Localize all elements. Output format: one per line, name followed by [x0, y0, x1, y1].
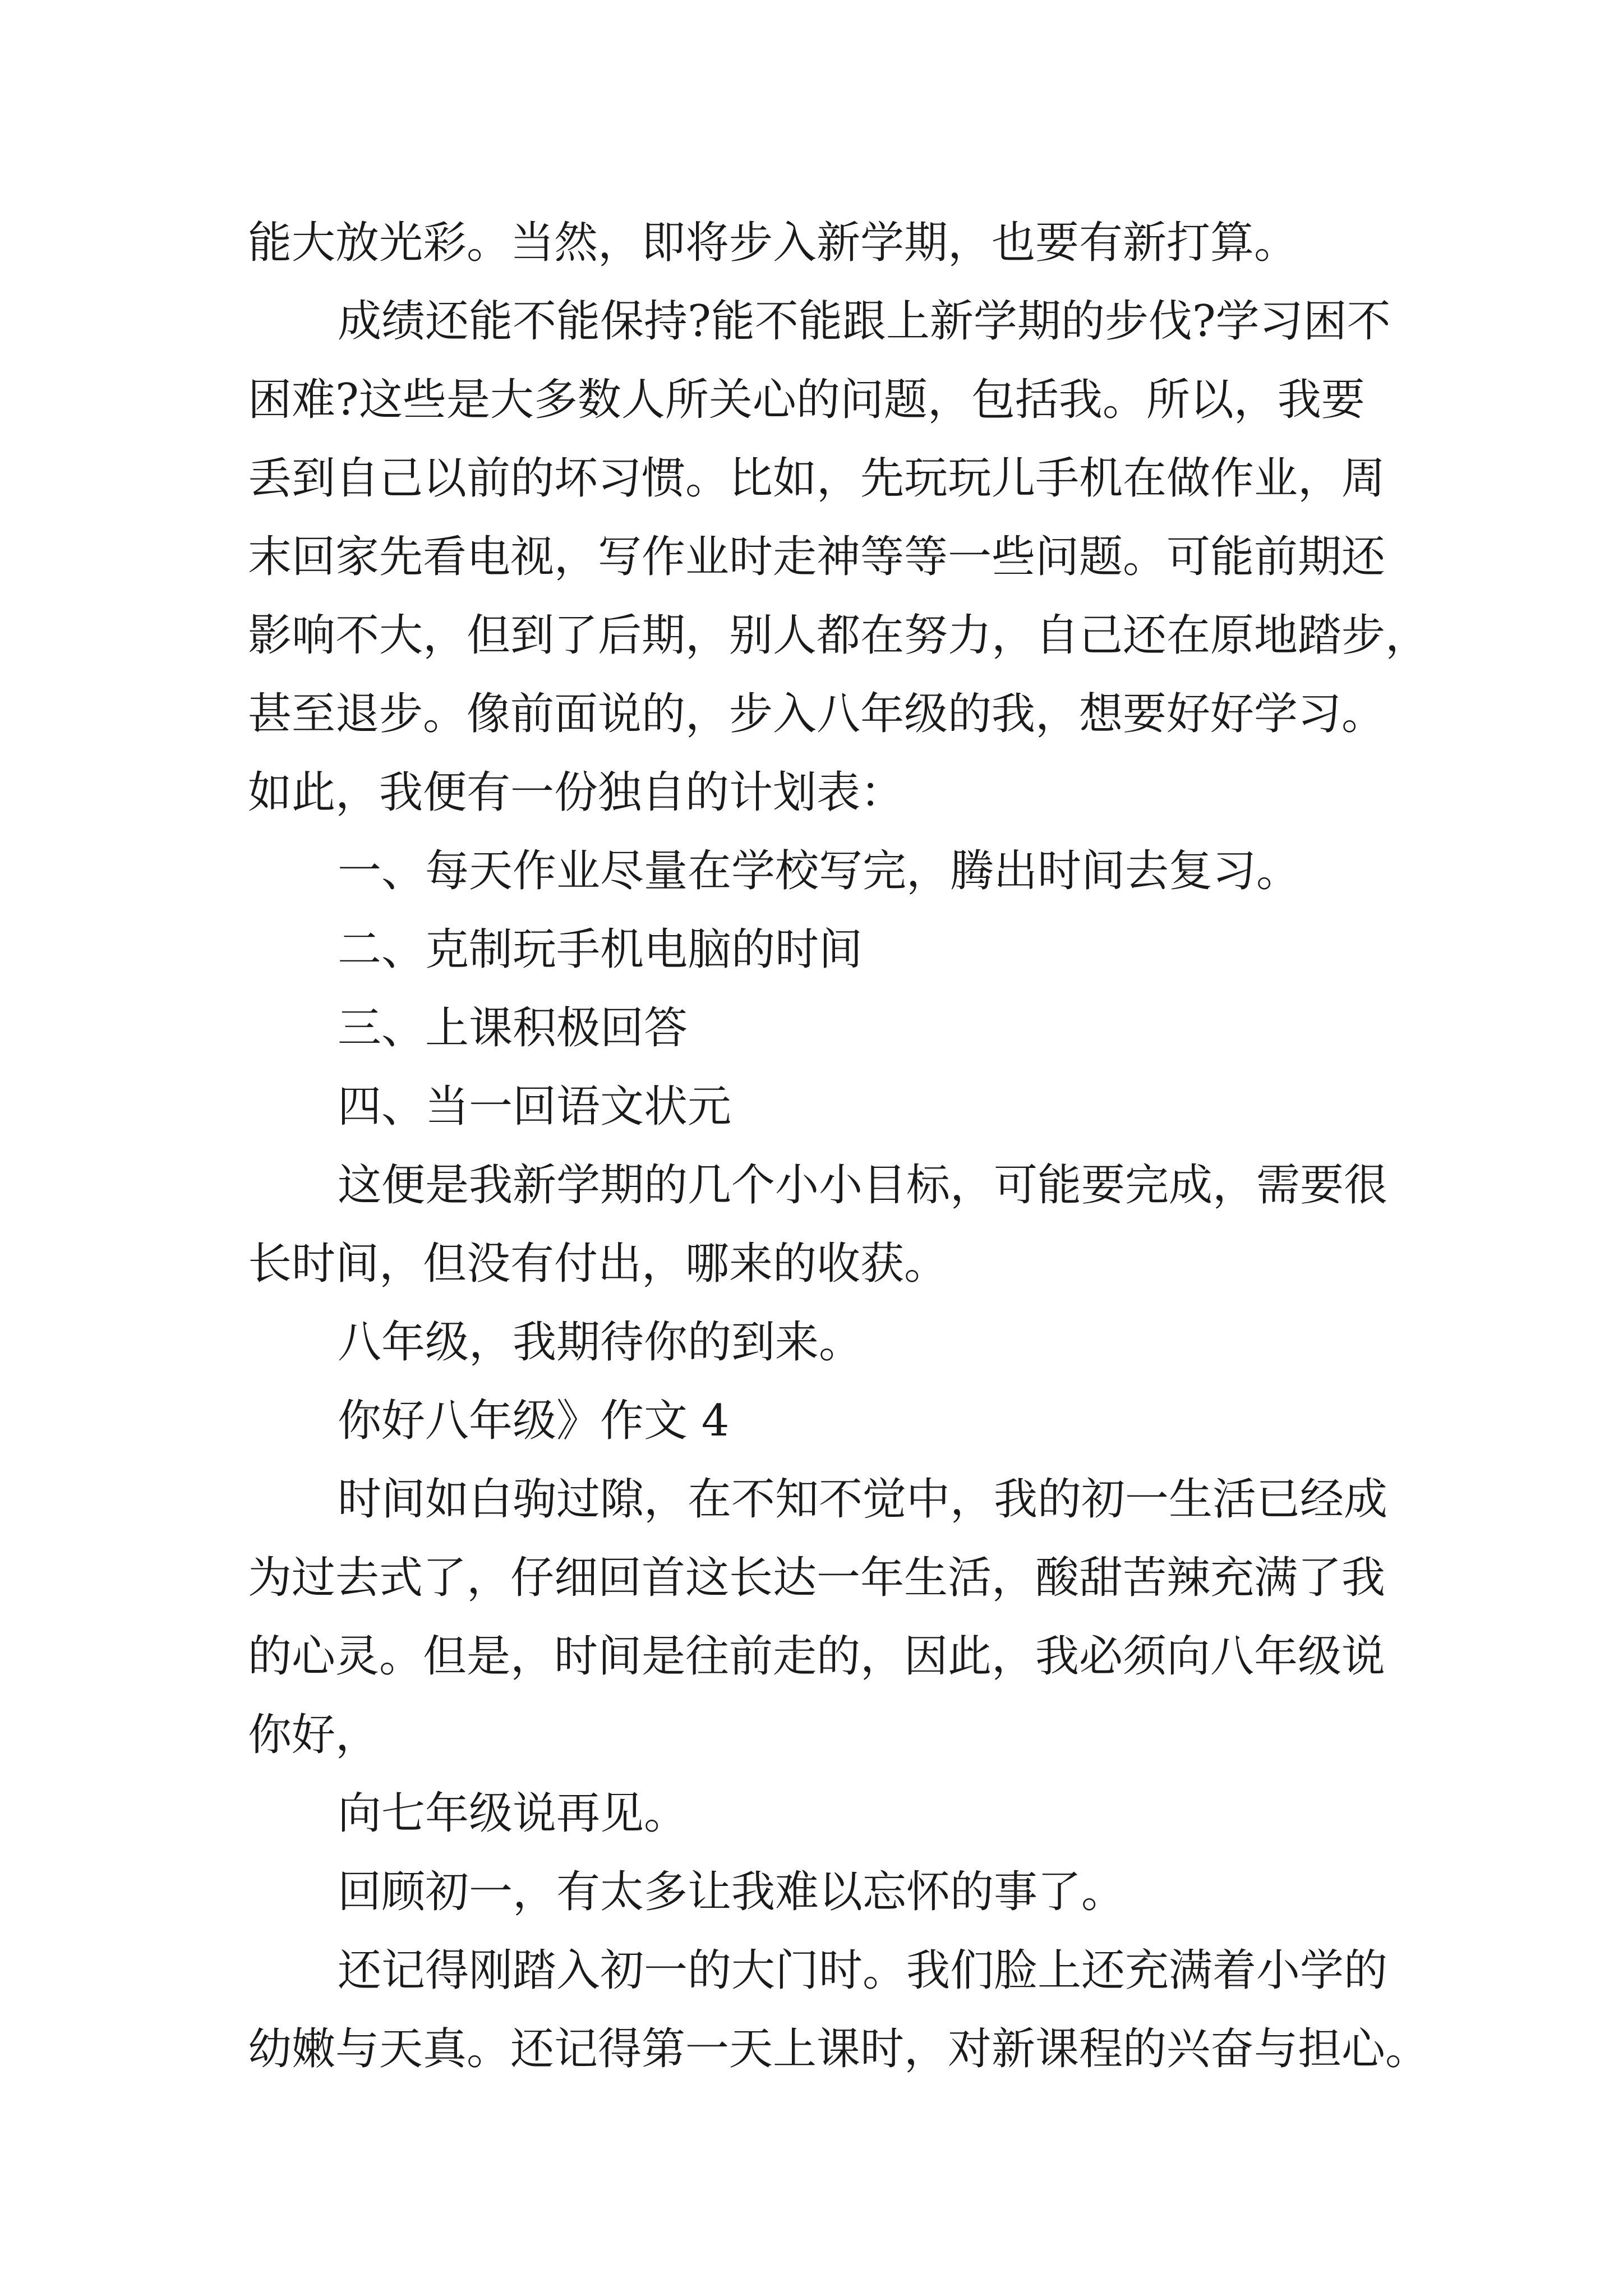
text-line: 困难?这些是大多数人所关心的问题，包括我。所以，我要	[248, 375, 1365, 425]
text-line: 丢到自己以前的坏习惯。比如，先玩玩儿手机在做作业，周	[248, 453, 1386, 504]
text-line: 甚至退步。像前面说的，步入八年级的我，想要好好学习。	[248, 689, 1386, 739]
text-line: 还记得刚踏入初一的大门时。我们脸上还充满着小学的	[338, 1945, 1388, 1996]
text-line: 能大放光彩。当然，即将步入新学期，也要有新打算。	[248, 218, 1298, 268]
text-line: 幼嫩与天真。还记得第一天上课时，对新课程的兴奋与担心。	[248, 2024, 1430, 2074]
text-line: 四、当一回语文状元	[338, 1082, 732, 1132]
text-line: 时间如白驹过隙，在不知不觉中，我的初一生活已经成	[338, 1474, 1388, 1525]
text-line: 末回家先看电视，写作业时走神等等一些问题。可能前期还	[248, 532, 1386, 582]
text-line: 八年级，我期待你的到来。	[338, 1317, 863, 1368]
text-line: 一、每天作业尽量在学校写完，腾出时间去复习。	[338, 846, 1301, 896]
text-line: 如此，我便有一份独自的计划表：	[248, 767, 905, 818]
text-line: 二、克制玩手机电脑的时间	[338, 924, 863, 975]
text-line: 你好，	[248, 1710, 380, 1760]
text-line: 为过去式了，仔细回首这长达一年生活，酸甜苦辣充满了我	[248, 1553, 1386, 1603]
text-line: 影响不大，但到了后期，别人都在努力，自己还在原地踏步，	[248, 610, 1430, 661]
text-line: 长时间，但没有付出，哪来的收获。	[248, 1239, 948, 1289]
section-heading: 你好八年级》作文 4	[338, 1396, 730, 1446]
text-line: 回顾初一，有太多让我难以忘怀的事了。	[338, 1867, 1126, 1917]
text-line: 的心灵。但是，时间是往前走的，因此，我必须向八年级说	[248, 1631, 1386, 1682]
text-line: 向七年级说再见。	[338, 1788, 688, 1839]
text-line: 成绩还能不能保持?能不能跟上新学期的步伐?学习困不	[338, 296, 1391, 347]
text-line: 这便是我新学期的几个小小目标，可能要完成，需要很	[338, 1160, 1388, 1211]
text-line: 三、上课积极回答	[338, 1003, 688, 1053]
